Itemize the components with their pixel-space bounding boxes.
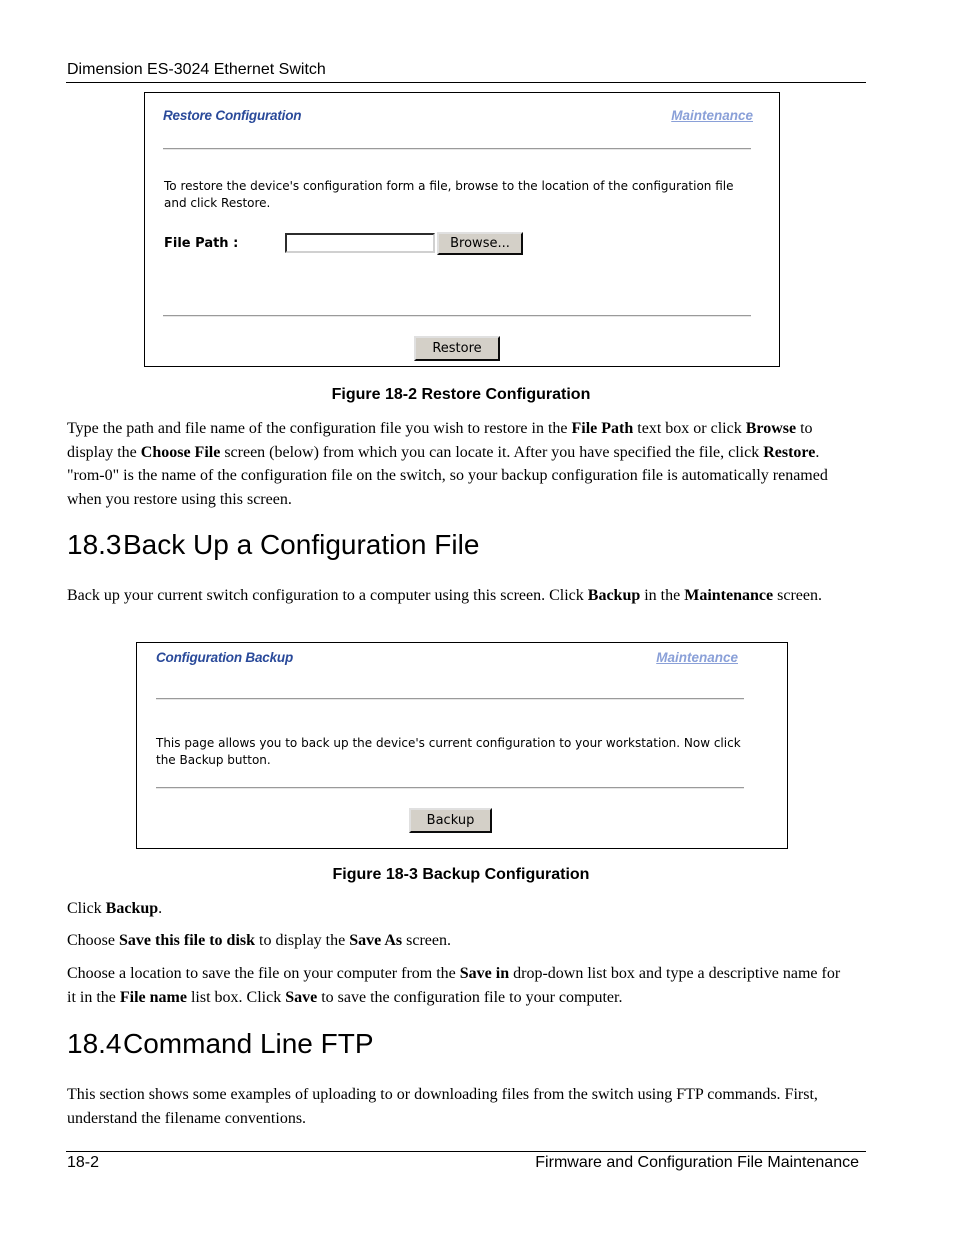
step-choose-location: Choose a location to save the file on your computer from the Save in drop-down list box and type a descriptive name for it in the File name list box. Click Save to save the configuration file to your computer. [67, 965, 841, 1006]
backup-screen-title: Configuration Backup [156, 650, 293, 665]
step-click-backup: Click Backup. [67, 900, 163, 917]
file-path-label: File Path : [164, 236, 239, 251]
section-number: 18.4 [67, 1028, 122, 1059]
footer-rule [66, 1151, 866, 1152]
restore-instructions: To restore the device's configuration form a file, browse to the location of the configuration file and click Restore. [164, 179, 734, 210]
section-title: Back Up a Configuration File [123, 529, 480, 560]
restore-screen-title: Restore Configuration [163, 108, 302, 123]
restore-paragraph: Type the path and file name of the configuration file you wish to restore in the File Path text box or click Browse to display the Choose File screen (below) from which you can locate it. After you have specified the file, click Restore. "rom-0" is the name of the configuration file on the switch, so your backup configuration file is automatically renamed when you restore using this screen. [67, 420, 828, 508]
section-number: 18.3 [67, 529, 122, 560]
backup-top-divider [156, 698, 744, 700]
backup-intro-paragraph: Back up your current switch configuration to a computer using this screen. Click Backup in the Maintenance screen. [67, 587, 822, 604]
restore-button[interactable]: Restore [414, 336, 500, 361]
browse-button[interactable]: Browse... [437, 232, 523, 255]
ftp-intro-paragraph: This section shows some examples of uploading to or downloading files from the switch using FTP commands. First, understand the filename conventions. [67, 1086, 818, 1127]
restore-configuration-screenshot [144, 92, 780, 367]
section-title: Command Line FTP [123, 1028, 374, 1059]
chapter-title: Firmware and Configuration File Maintenance [535, 1154, 859, 1171]
running-header: Dimension ES-3024 Ethernet Switch [67, 61, 326, 78]
section-18-3-heading [67, 529, 479, 561]
page-number: 18-2 [67, 1154, 100, 1171]
backup-button[interactable]: Backup [409, 808, 492, 833]
backup-bottom-divider [156, 787, 744, 789]
step-save-to-disk: Choose Save this file to disk to display the Save As screen. [67, 932, 451, 949]
maintenance-link[interactable]: Maintenance [656, 650, 738, 665]
restore-top-divider [163, 148, 751, 150]
restore-bottom-divider [163, 315, 751, 317]
maintenance-link[interactable]: Maintenance [671, 108, 753, 123]
backup-instructions: This page allows you to back up the device's current configuration to your workstation. Now click the Backup button. [156, 736, 741, 767]
file-path-input[interactable] [285, 233, 435, 253]
configuration-backup-screenshot [136, 642, 788, 849]
figure-18-2-caption: Figure 18-2 Restore Configuration [331, 386, 591, 403]
figure-18-3-caption: Figure 18-3 Backup Configuration [332, 866, 590, 883]
section-18-4-heading [67, 1028, 374, 1060]
header-rule [66, 82, 866, 83]
